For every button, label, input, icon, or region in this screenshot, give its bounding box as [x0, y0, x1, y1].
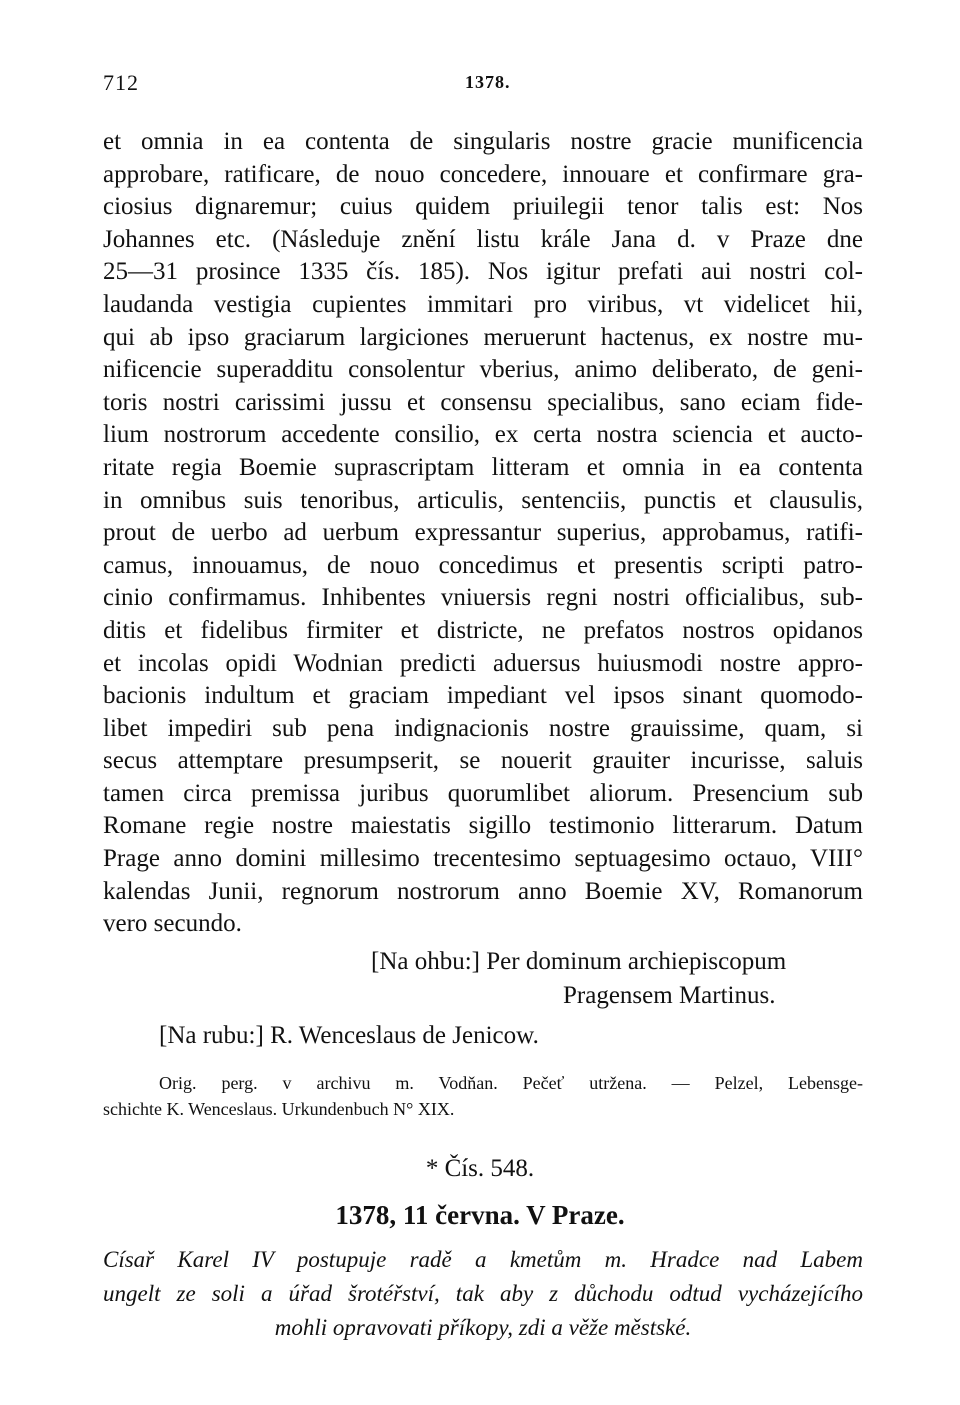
text-line: vero secundo. — [103, 910, 242, 938]
text-line: lium nostrorum accedente consilio, ex certa nostra sciencia et aucto- — [103, 421, 863, 449]
text-line: bacionis indultum et graciam impediant vel ipsos sinant quomodo- — [103, 682, 863, 710]
text-line: approbare, ratificare, de nouo concedere, innouare et confirmare gra- — [103, 160, 863, 188]
text-line: et incolas opidi Wodnian predicti aduersus huiusmodi nostre appro- — [103, 649, 863, 677]
text-line: secus attemptare presumpserit, se nouerit grauiter incurisse, saluis — [103, 747, 863, 775]
regest-line: ungelt ze soli a úřad šrotéřství, tak aby z důchodu odtud vycházejícího — [103, 1281, 863, 1306]
dorse-signature: [Na rubu:] R. Wenceslaus de Jenicow. — [159, 1021, 539, 1049]
text-line: in omnibus suis tenoribus, articulis, sentenciis, punctis et clausulis, — [103, 486, 863, 514]
text-line: nificencie superadditu consolentur vberius, animo deliberato, de geni- — [103, 356, 863, 384]
text-line: camus, innouamus, de nouo concedimus et presentis scripti patro- — [103, 551, 863, 579]
text-line: et omnia in ea contenta de singularis nostre gracie munificencia — [103, 128, 863, 155]
text-line: laudanda vestigia cupientes immitari pro viribus, vt videlicet hii, — [103, 290, 863, 318]
fold-signature: [Na ohbu:] Per dominum archiepiscopum — [371, 947, 787, 975]
text-line: ciosius dignaremur; cuius quidem priuilegii tenor talis est: Nos — [103, 193, 863, 221]
text-line: 25—31 prosince 1335 čís. 185). Nos igitur prefati aui nostri col- — [103, 258, 863, 286]
page-number: 712 — [103, 70, 139, 95]
text-line: Prage anno domini millesimo trecentesimo septuagesimo octauo, VIII° — [103, 845, 863, 873]
text-line: toris nostri carissimi jussu et consensu specialibus, sano eciam fide- — [103, 388, 863, 416]
source-note — [103, 1070, 863, 1122]
text-line: cinio confirmamus. Inhibentes vniuersis regni nostri officialibus, sub- — [103, 584, 863, 612]
regest-line: Císař Karel IV postupuje radě a kmetům m. Hradce nad Labem — [103, 1247, 863, 1272]
document-date-heading: 1378, 11 června. V Praze. — [335, 1200, 625, 1230]
text-line: Romane regie nostre maiestatis sigillo testimonio litterarum. Datum — [103, 812, 863, 840]
source-note-line: Orig. perg. v archivu m. Vodňan. Pečeť utržena. — Pelzel, Lebensge- — [159, 1073, 863, 1093]
text-line: kalendas Junii, regnorum nostrorum anno Boemie XV, Romanorum — [103, 877, 863, 905]
page-header — [103, 70, 863, 100]
running-head-year: 1378. — [465, 72, 511, 92]
text-line: Johannes etc. (Následuje znění listu krále Jana d. v Praze dne — [103, 225, 863, 253]
fold-signature-continued: Pragensem Martinus. — [563, 981, 776, 1009]
text-line: prout de uerbo ad uerbum expressantur superius, approbamus, ratifi- — [103, 519, 863, 547]
text-line: ritate regia Boemie suprascriptam litteram et omnia in ea contenta — [103, 453, 863, 481]
source-note-line: schichte K. Wenceslaus. Urkundenbuch N° XIX. — [103, 1099, 455, 1119]
text-line: qui ab ipso graciarum largiciones meruerunt hactenus, ex nostre mu- — [103, 323, 863, 351]
text-line: libet impediri sub pena indignacionis nostre grauissime, quam, si — [103, 714, 863, 742]
charter-text — [103, 126, 863, 1053]
regest-line: mohli opravovati příkopy, zdi a věže městské. — [274, 1315, 692, 1340]
document-number: * Čís. 548. — [425, 1155, 535, 1182]
text-line: ditis et fidelibus firmiter et districte, ne prefatos nostros opidanos — [103, 616, 863, 644]
document-regest — [103, 1243, 863, 1345]
text-line: tamen circa premissa juribus quorumlibet aliorum. Presencium sub — [103, 779, 863, 807]
